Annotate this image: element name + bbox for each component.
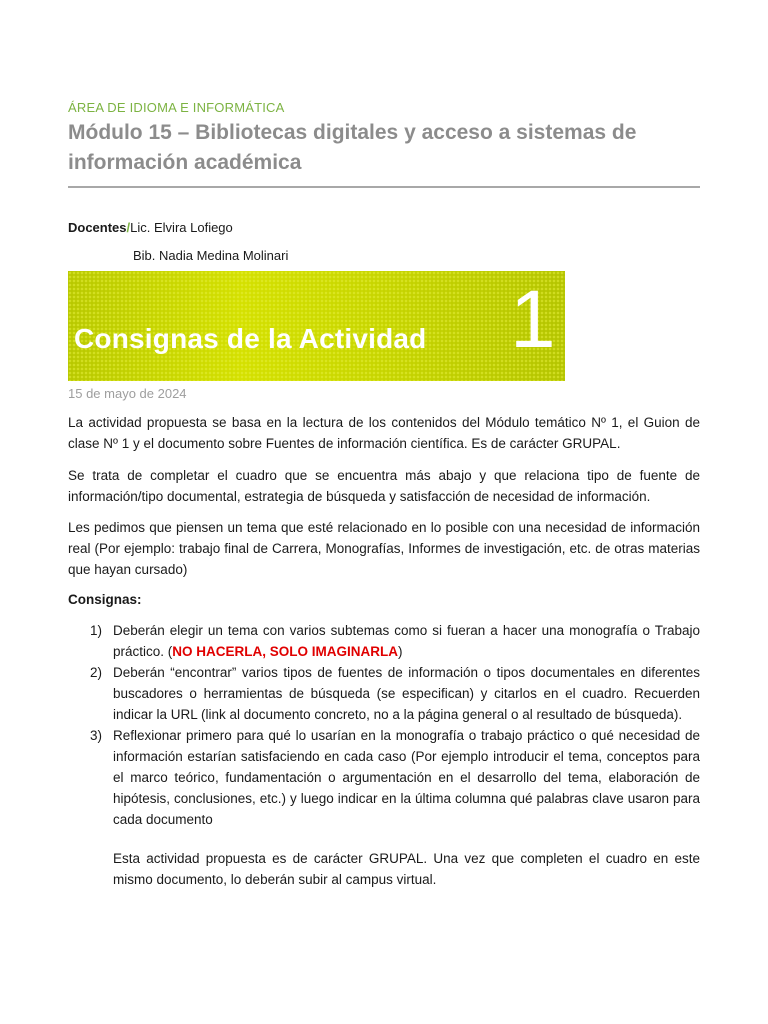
- activity-banner: [68, 271, 565, 381]
- banner-title: Consignas de la Actividad: [74, 323, 427, 354]
- paragraph-intro: La actividad propuesta se basa en la lectura de los contenidos del Módulo temático Nº 1, el Guion de clase Nº 1 y el documento sobre Fuentes de información científica. Es de carácter GRUPAL.: [68, 415, 700, 451]
- title-divider: [68, 186, 700, 188]
- list-item-number: 3): [90, 728, 103, 743]
- consignas-heading: Consignas:: [68, 592, 142, 607]
- banner-number: 1: [510, 274, 556, 365]
- paragraph-task: Se trata de completar el cuadro que se encuentra más abajo y que relaciona tipo de fuente de información/tipo documental, estrategia de búsqueda y satisfacción de necesidad de información.: [68, 468, 700, 504]
- list-item-text: Reflexionar primero para qué lo usarían en la monografía o trabajo práctico o qué necesidad de información estarían satisfaciendo en cada caso (Por ejemplo introducir el tema, conceptos para el marco teórico, fundamentación o argumentación en el desarrollo del tema, elaboración de hipótesis, conclusiones, etc.) y luego indicar en la última columna qué palabras clave usaron para cada documento: [113, 728, 700, 827]
- module-title: Módulo 15 – Bibliotecas digitales y acceso a sistemas de información académica: [68, 121, 637, 174]
- list-item-number: 2): [90, 665, 103, 680]
- list-item: [68, 662, 700, 725]
- highlight-warning: NO HACERLA, SOLO IMAGINARLA: [172, 644, 399, 659]
- closing-paragraph: Esta actividad propuesta es de carácter GRUPAL. Una vez que completen el cuadro en este mismo documento, lo deberán subir al campus virtual.: [113, 851, 700, 887]
- teacher-first: Lic. Elvira Lofiego: [130, 220, 233, 235]
- list-item-text: Deberán “encontrar” varios tipos de fuentes de información o tipos documentales en diferentes buscadores o herramientas de búsqueda (se especifican) y citarlos en el cuadro. Recuerden indicar la URL (link al documento concreto, no a la página general o al resultado de búsqueda).: [113, 665, 700, 722]
- teachers-label: Docentes: [68, 220, 127, 235]
- teachers-line: [68, 220, 233, 235]
- list-item: [68, 725, 700, 830]
- consignas-list: [68, 620, 700, 830]
- list-item-text: Deberán elegir un tema con varios subtemas como si fueran a hacer una monografía o Trabajo práctico. (: [113, 623, 700, 659]
- teacher-second: Bib. Nadia Medina Molinari: [133, 248, 289, 263]
- area-heading: ÁREA DE IDIOMA E INFORMÁTICA: [68, 100, 285, 115]
- list-item-text-end: ): [398, 644, 403, 659]
- paragraph-topic: Les pedimos que piensen un tema que esté relacionado en lo posible con una necesidad de información real (Por ejemplo: trabajo final de Carrera, Monografías, Informes de investigación, etc. de otras materias que hayan cursado): [68, 520, 700, 577]
- list-item-number: 1): [90, 623, 103, 638]
- teachers-separator: /: [126, 220, 131, 235]
- document-date: 15 de mayo de 2024: [68, 386, 187, 401]
- list-item: [68, 620, 700, 662]
